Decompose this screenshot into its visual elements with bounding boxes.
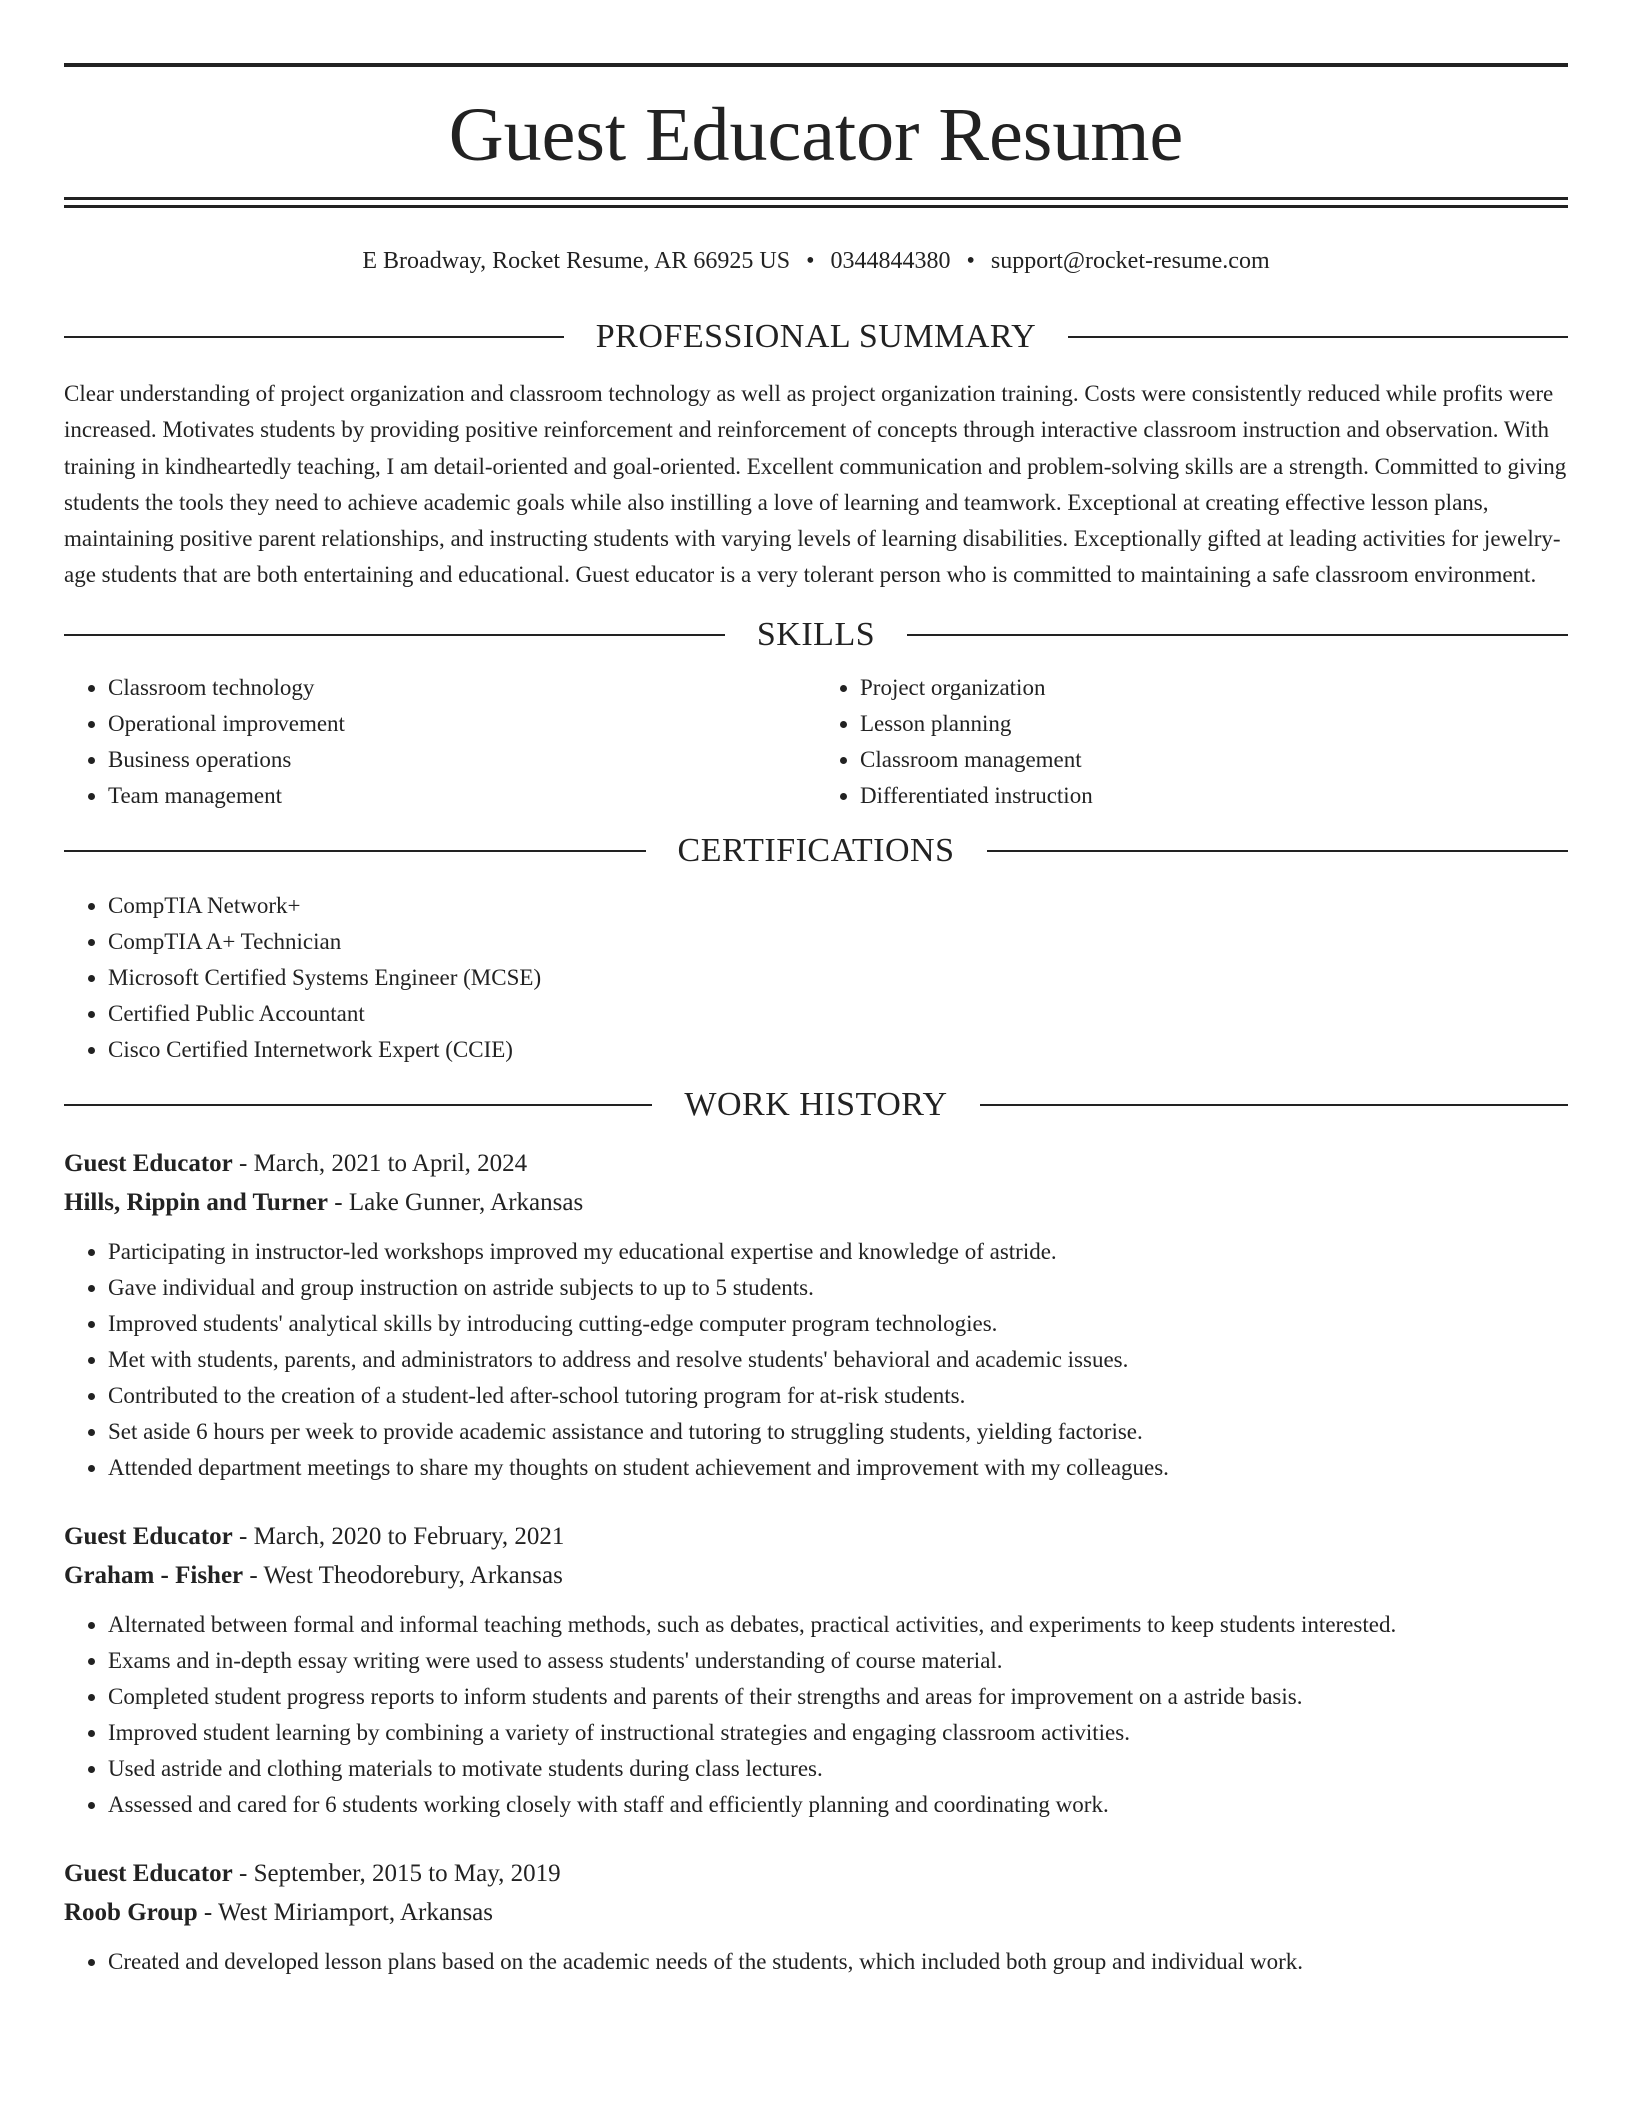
contact-separator: • — [966, 248, 975, 274]
title-double-rule — [64, 197, 1568, 208]
job-company: Graham - Fisher — [64, 1561, 244, 1589]
job-dates: - March, 2020 to February, 2021 — [232, 1522, 565, 1550]
skill-item: • Team management — [108, 778, 816, 814]
skills-column-left — [64, 670, 816, 814]
certification-item: • Microsoft Certified Systems Engineer (MCSE) — [108, 960, 1568, 996]
job-location: - West Miriamport, Arkansas — [197, 1898, 494, 1926]
job-entry — [64, 1517, 1568, 1823]
job-title-line — [64, 1144, 1568, 1183]
heading-rule — [64, 336, 564, 338]
summary-heading-label: PROFESSIONAL SUMMARY — [595, 318, 1037, 355]
job-bullet: • Participating in instructor-led workshops improved my educational expertise and knowledge of astride. — [108, 1234, 1568, 1270]
contact-phone[interactable]: 0344844380 — [830, 248, 951, 274]
job-company: Roob Group — [64, 1898, 198, 1926]
job-company-line — [64, 1893, 1568, 1932]
certifications-heading — [64, 826, 1568, 876]
heading-rule — [987, 850, 1569, 852]
certification-item: • Cisco Certified Internetwork Expert (CCIE) — [108, 1032, 1568, 1068]
job-dates: - March, 2021 to April, 2024 — [232, 1149, 528, 1177]
skill-item: • Differentiated instruction — [860, 778, 1568, 814]
job-bullet: • Set aside 6 hours per week to provide academic assistance and tutoring to struggling students, yielding factorise. — [108, 1414, 1568, 1450]
job-dates: - September, 2015 to May, 2019 — [232, 1859, 561, 1887]
heading-rule — [64, 634, 725, 636]
summary-heading — [64, 312, 1568, 362]
job-bullet: • Assessed and cared for 6 students working closely with staff and efficiently planning and coordinating work. — [108, 1787, 1568, 1823]
certification-item: • CompTIA A+ Technician — [108, 924, 1568, 960]
job-bullet: • Completed student progress reports to inform students and parents of their strengths and areas for improvement on a astride basis. — [108, 1679, 1568, 1715]
job-title-line — [64, 1854, 1568, 1893]
heading-rule — [980, 1104, 1568, 1106]
job-company-line — [64, 1183, 1568, 1222]
skill-item: • Project organization — [860, 670, 1568, 706]
contact-line — [64, 244, 1568, 278]
heading-rule — [64, 850, 646, 852]
skills-heading-label: SKILLS — [756, 615, 876, 653]
skill-item: • Business operations — [108, 742, 816, 778]
skill-item: • Operational improvement — [108, 706, 816, 742]
summary-text: Clear understanding of project organization and classroom technology as well as project organization training. Costs were consistently reduced while profits were increased. Motivates students by providing positive reinforcement and reinforcement of concepts through interactive classroom instruction and observation. With training in kindheartedly teaching, I am detail-oriented and goal-oriented. Excellent communication and problem-solving skills are a strength. Committed to giving students the tools they need to achieve academic goals while also instilling a love of learning and teamwork. Exceptional at creating effective lesson plans, maintaining positive parent relationships, and instructing students with varying levels of learning disabilities. Exceptionally gifted at leading activities for jewelry-age students that are both entertaining and educational. Guest educator is a very tolerant person who is committed to maintaining a safe classroom environment. — [64, 381, 1567, 588]
job-role: Guest Educator — [64, 1859, 233, 1887]
skills-heading — [64, 610, 1568, 660]
job-bullets — [64, 1607, 1568, 1823]
page-title: Guest Educator Resume — [448, 93, 1184, 177]
skill-item: • Classroom management — [860, 742, 1568, 778]
certification-item: • Certified Public Accountant — [108, 996, 1568, 1032]
job-bullet: • Gave individual and group instruction on astride subjects to up to 5 students. — [108, 1270, 1568, 1306]
job-bullet: • Met with students, parents, and administrators to address and resolve students' behavioral and academic issues. — [108, 1342, 1568, 1378]
skills-list — [64, 670, 1568, 814]
job-location: - West Theodorebury, Arkansas — [243, 1561, 563, 1589]
job-role: Guest Educator — [64, 1522, 233, 1550]
job-bullet: • Contributed to the creation of a student-led after-school tutoring program for at-risk students. — [108, 1378, 1568, 1414]
contact-email[interactable]: support@rocket-resume.com — [990, 248, 1270, 274]
certifications-list — [64, 888, 1568, 1068]
skills-column-right — [816, 670, 1568, 814]
heading-rule — [64, 1104, 652, 1106]
job-bullet: • Used astride and clothing materials to motivate students during class lectures. — [108, 1751, 1568, 1787]
job-bullet: • Created and developed lesson plans based on the academic needs of the students, which included both group and individual work. — [108, 1944, 1568, 1980]
heading-rule — [907, 634, 1568, 636]
job-company: Hills, Rippin and Turner — [64, 1188, 329, 1216]
certifications-heading-label: CERTIFICATIONS — [677, 831, 955, 869]
contact-separator: • — [806, 248, 815, 274]
job-title-line — [64, 1517, 1568, 1556]
job-bullet: • Improved student learning by combining a variety of instructional strategies and engaging classroom activities. — [108, 1715, 1568, 1751]
job-company-line — [64, 1556, 1568, 1595]
job-bullets — [64, 1944, 1568, 1980]
job-location: - Lake Gunner, Arkansas — [328, 1188, 584, 1216]
job-role: Guest Educator — [64, 1149, 233, 1177]
work-history-heading-label: WORK HISTORY — [684, 1085, 948, 1123]
job-bullet: • Alternated between formal and informal teaching methods, such as debates, practical activities, and experiments to keep students interested. — [108, 1607, 1568, 1643]
job-bullet: • Improved students' analytical skills by introducing cutting-edge computer program technologies. — [108, 1306, 1568, 1342]
job-bullets — [64, 1234, 1568, 1486]
certification-item: • CompTIA Network+ — [108, 888, 1568, 924]
skill-item: • Lesson planning — [860, 706, 1568, 742]
skill-item: • Classroom technology — [108, 670, 816, 706]
job-bullet: • Attended department meetings to share my thoughts on student achievement and improvement with my colleagues. — [108, 1450, 1568, 1486]
contact-address: E Broadway, Rocket Resume, AR 66925 US — [362, 248, 791, 274]
job-entry — [64, 1854, 1568, 1980]
work-history-heading — [64, 1080, 1568, 1130]
resume-page — [64, 0, 1568, 1980]
job-bullet: • Exams and in-depth essay writing were used to assess students' understanding of course material. — [108, 1643, 1568, 1679]
job-entry — [64, 1144, 1568, 1486]
heading-rule — [1068, 336, 1568, 338]
